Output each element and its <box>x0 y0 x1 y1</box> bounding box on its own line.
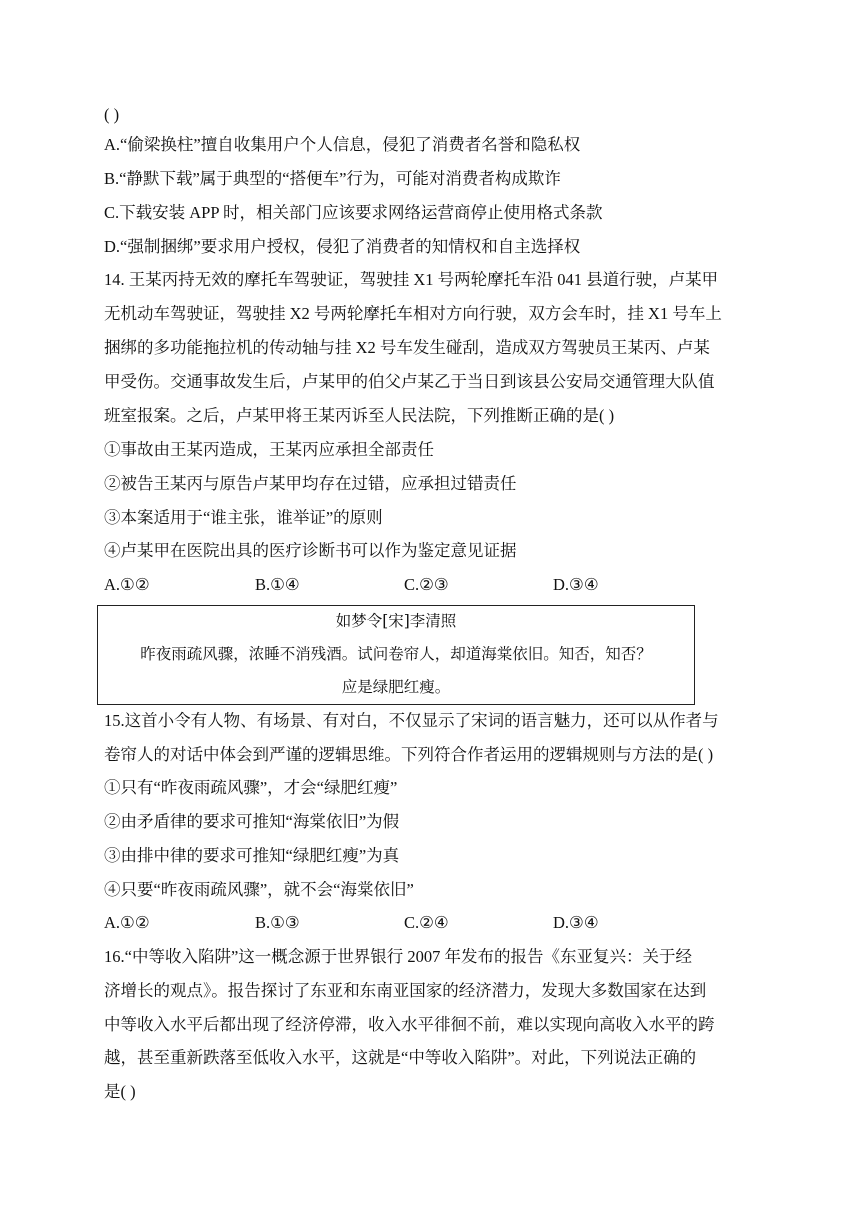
q14-statement-4: ④卢某甲在医院出具的医疗诊断书可以作为鉴定意见证据 <box>104 541 517 560</box>
q15-choice-a: A.①② <box>104 913 150 932</box>
poem-line-2: 应是绿肥红瘦。 <box>341 678 451 696</box>
q15-choice-d: D.③④ <box>553 913 599 932</box>
q15-statement-1: ①只有“昨夜雨疏风骤”，才会“绿肥红瘦” <box>104 778 398 797</box>
q14-statement-1: ①事故由王某丙造成，王某丙应承担全部责任 <box>104 440 434 459</box>
q13-option-d: D.“强制捆绑”要求用户授权，侵犯了消费者的知情权和自主选择权 <box>104 237 581 256</box>
q13-option-b: B.“静默下载”属于典型的“搭便车”行为，可能对消费者构成欺诈 <box>104 169 561 188</box>
q15-choice-c: C.②④ <box>404 913 449 932</box>
q16-stem-line: 济增长的观点》。报告探讨了东亚和东南亚国家的经济潜力，发现大多数国家在达到 <box>104 981 707 1000</box>
q16-stem-line: 中等收入水平后都出现了经济停滞，收入水平徘徊不前，难以实现向高收入水平的跨 <box>104 1015 715 1034</box>
q14-choice-b: B.①④ <box>255 575 300 594</box>
q14-stem-line: 捆绑的多功能拖拉机的传动轴与挂 X2 号车发生碰刮，造成双方驾驶员王某丙、卢某 <box>104 338 710 357</box>
q14-choice-c: C.②③ <box>404 575 449 594</box>
q15-statement-4: ④只要“昨夜雨疏风骤”，就不会“海棠依旧” <box>104 880 414 899</box>
q13-answer-blank: ( ) <box>104 105 120 124</box>
q14-stem-line: 14. 王某丙持无效的摩托车驾驶证，驾驶挂 X1 号两轮摩托车沿 041 县道行驶，卢某甲 <box>104 270 719 289</box>
q15-choice-b: B.①③ <box>255 913 300 932</box>
poem-line-1: 昨夜雨疏风骤，浓睡不消残酒。试问卷帘人，却道海棠依旧。知否，知否？ <box>140 645 652 663</box>
q15-stem-line: 卷帘人的对话中体会到严谨的逻辑思维。下列符合作者运用的逻辑规则与方法的是( ) <box>104 745 714 764</box>
q14-stem-line: 班室报案。之后，卢某甲将王某丙诉至人民法院，下列推断正确的是( ) <box>104 406 615 425</box>
q14-stem-line: 甲受伤。交通事故发生后，卢某甲的伯父卢某乙于当日到该县公安局交通管理大队值 <box>104 372 715 391</box>
q14-choice-d: D.③④ <box>553 575 599 594</box>
q16-stem-line: 是( ) <box>104 1082 136 1101</box>
poem-title: 如梦令[宋]李清照 <box>335 612 457 630</box>
q14-statement-3: ③本案适用于“谁主张，谁举证”的原则 <box>104 508 383 527</box>
q15-statement-2: ②由矛盾律的要求可推知“海棠依旧”为假 <box>104 812 400 831</box>
q16-stem-line: 越，甚至重新跌落至低收入水平，这就是“中等收入陷阱”。对此，下列说法正确的 <box>104 1048 697 1067</box>
q15-statement-3: ③由排中律的要求可推知“绿肥红瘦”为真 <box>104 846 400 865</box>
q14-statement-2: ②被告王某丙与原告卢某甲均存在过错，应承担过错责任 <box>104 474 517 493</box>
q15-stem-line: 15.这首小令有人物、有场景、有对白，不仅显示了宋词的语言魅力，还可以从作者与 <box>104 711 719 730</box>
poem-box <box>97 605 695 705</box>
q14-stem-line: 无机动车驾驶证，驾驶挂 X2 号两轮摩托车相对方向行驶，双方会车时，挂 X1 号车上 <box>104 304 722 323</box>
q16-stem-line: 16.“中等收入陷阱”这一概念源于世界银行 2007 年发布的报告《东亚复兴：关于经 <box>104 947 693 966</box>
q13-option-c: C.下载安装 APP 时，相关部门应该要求网络运营商停止使用格式条款 <box>104 203 603 222</box>
q13-option-a: A.“偷梁换柱”擅自收集用户个人信息，侵犯了消费者名誉和隐私权 <box>104 135 581 154</box>
q14-choice-a: A.①② <box>104 575 150 594</box>
